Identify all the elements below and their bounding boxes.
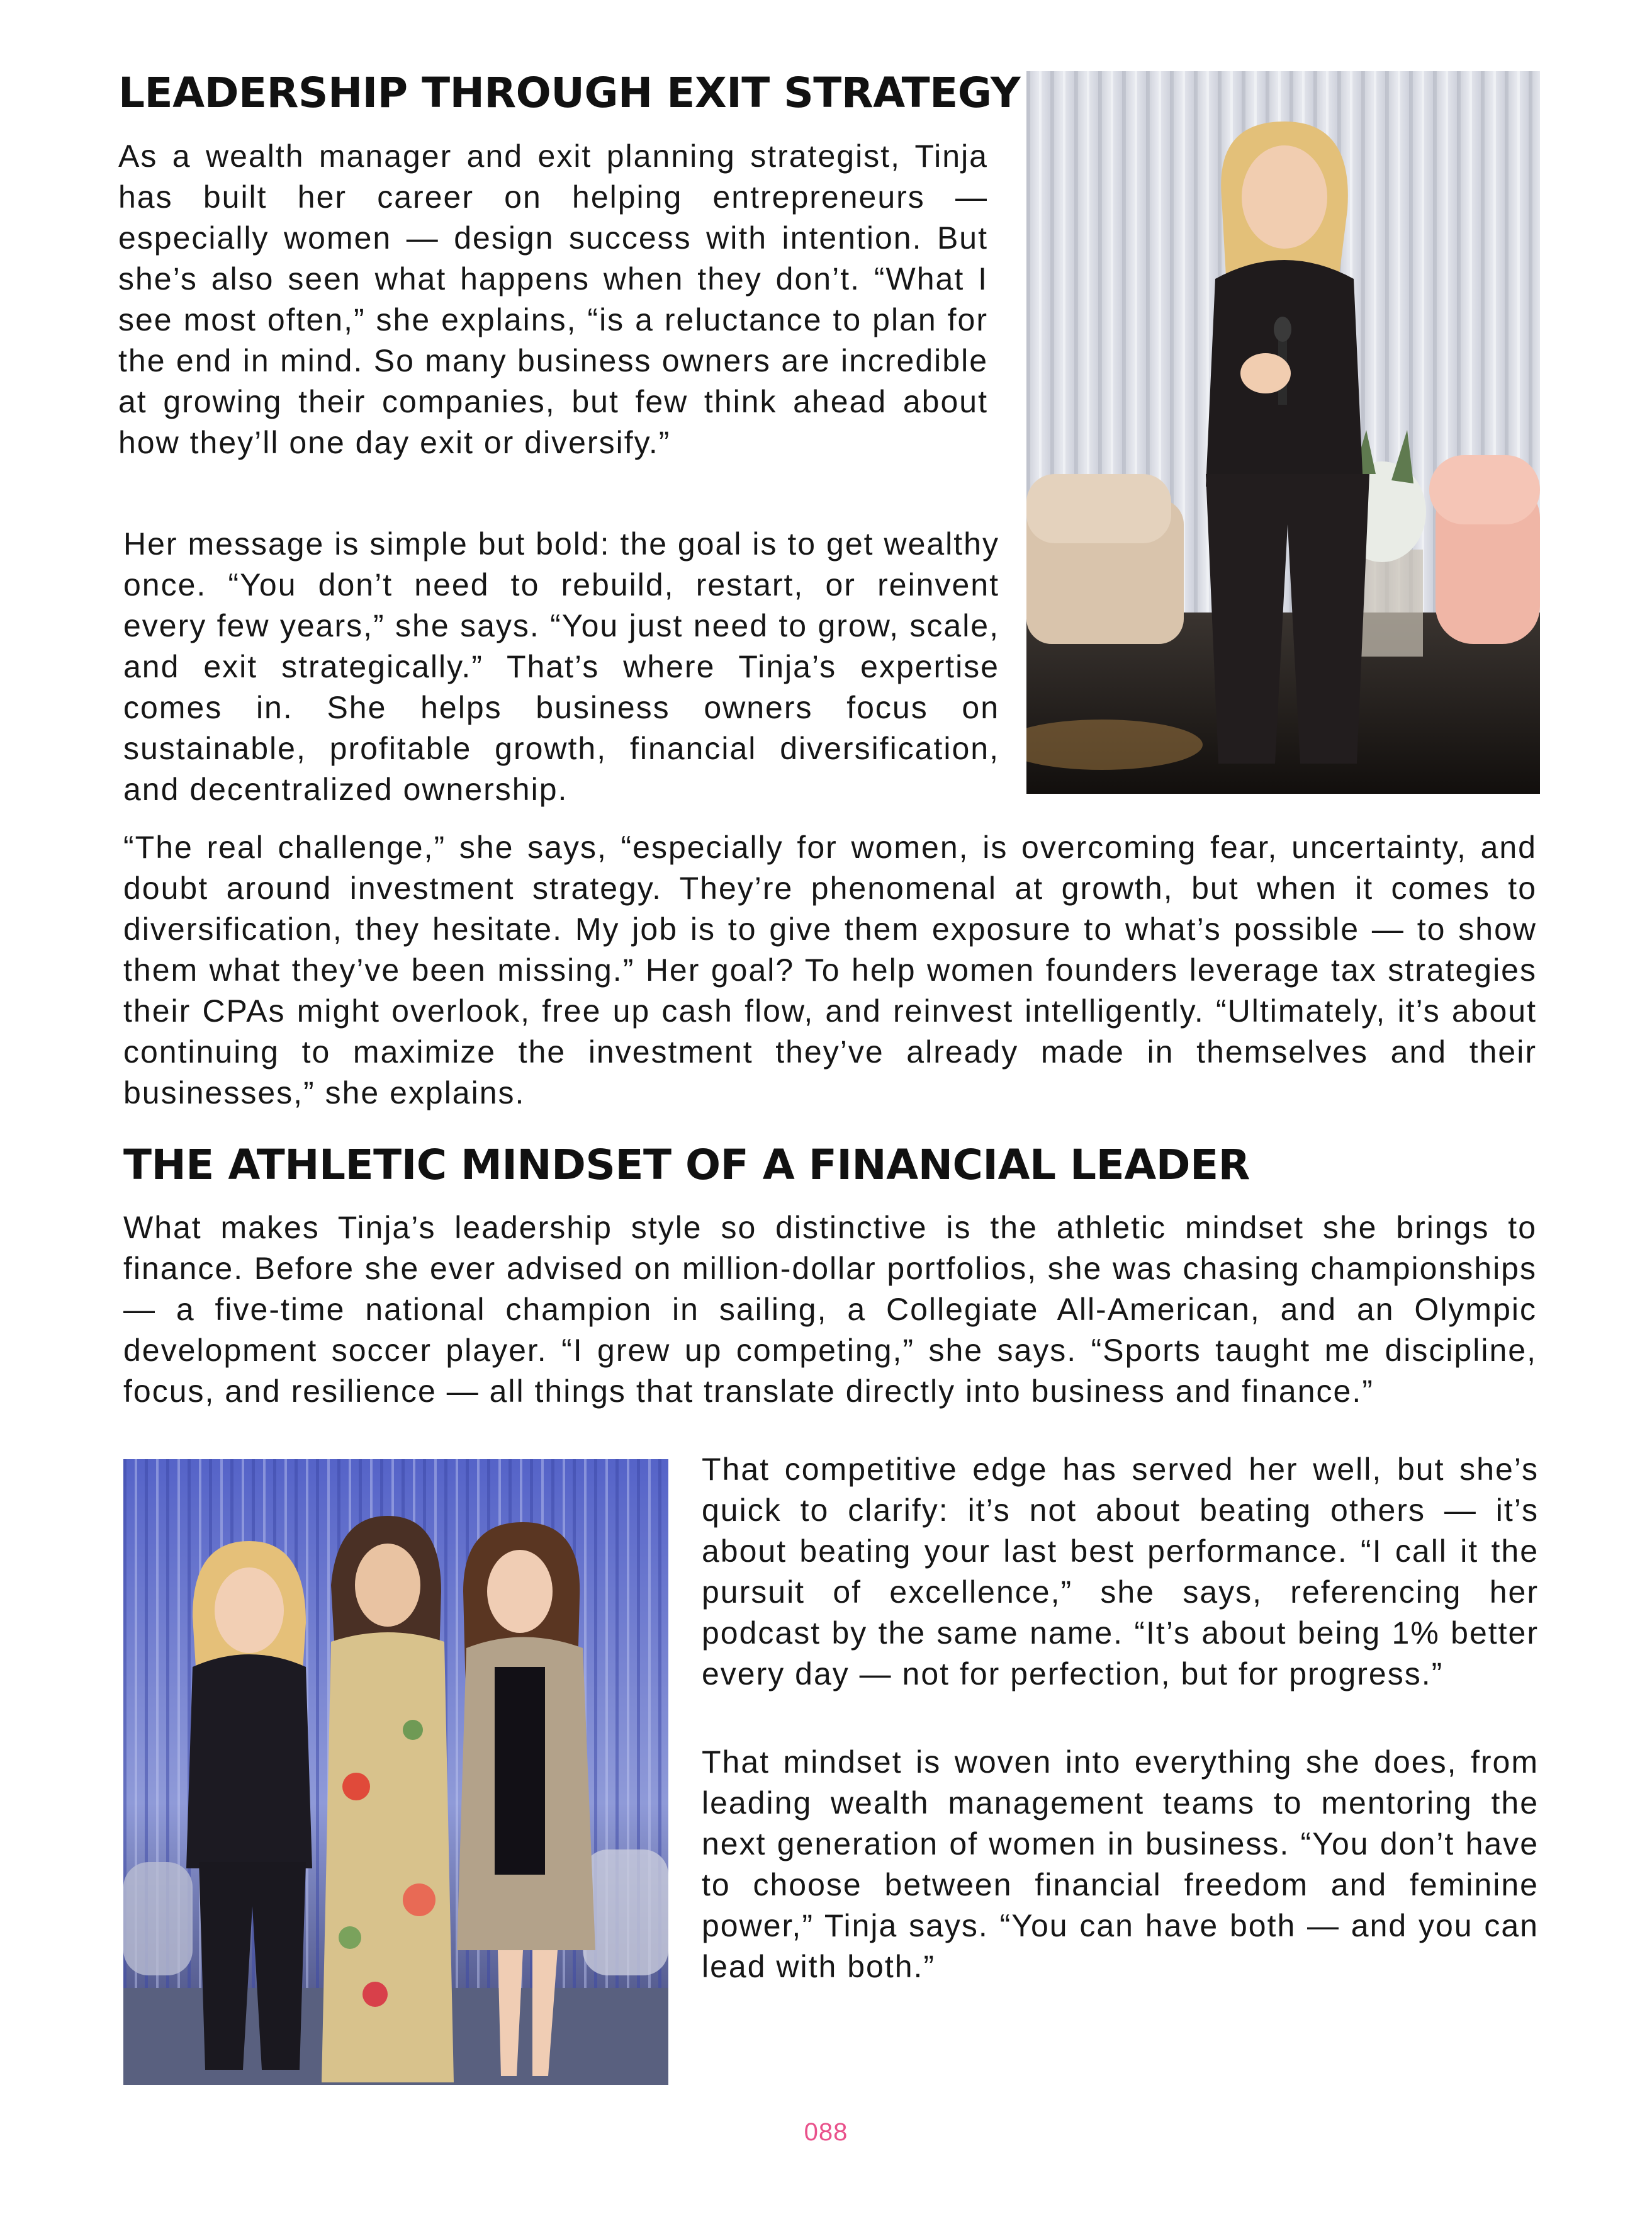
body-paragraph: As a wealth manager and exit planning strategist, Tinja has built her career on helping entrepreneurs — especially women — design success with intention. But she’s also seen what happens when they don’t. “What I see most often,” she explains, “is a reluctance to plan for the end in mind. So many business owners are incredible at growing their companies, but few think ahead about how they’ll one day exit or diversify.” — [118, 138, 988, 460]
photo-three-women — [123, 1459, 668, 2085]
photo-speaker-on-stage — [1026, 71, 1540, 794]
page-number: 088 — [804, 2118, 848, 2146]
body-paragraph: “The real challenge,” she says, “especially for women, is overcoming fear, uncertainty, and doubt around investment strategy. They’re phenomenal at growth, but when it comes to diversification, they hesitate. My job is to give them exposure to what’s possible — to show them what they’ve been missing.” Her goal? To help women founders leverage tax strategies their CPAs might overlook, free up cash flow, and reinvest intelligently. “Ultimately, it’s about continuing to maximize the investment they’ve already made in themselves and their businesses,” she explains. — [123, 830, 1537, 1110]
body-paragraph: Her message is simple but bold: the goal is to get wealthy once. “You don’t need to rebuild, restart, or reinvent every few years,” she says. “You just need to grow, scale, and exit strategically.” That’s where Tinja’s expertise comes in. She helps business owners focus on sustainable, profitable growth, financial diversification, and decentralized ownership. — [123, 526, 999, 807]
body-paragraph: That mindset is woven into everything she does, from leading wealth management teams to mentoring the next generation of women in business. “You don’t have to choose between financial freedom and feminine power,” Tinja says. “You can have both — and you can lead with both.” — [702, 1744, 1539, 1984]
body-paragraph: That competitive edge has served her well, but she’s quick to clarify: it’s not about beating others — it’s about beating your last best performance. “I call it the pursuit of excellence,” she says, referencing her podcast by the same name. “It’s about being 1% better every day — not for perfection, but for progress.” — [702, 1452, 1539, 1691]
section-heading-exit-strategy: LEADERSHIP THROUGH EXIT STRATEGY — [118, 69, 1021, 117]
section-heading-athletic-mindset: THE ATHLETIC MINDSET OF A FINANCIAL LEADER — [123, 1141, 1250, 1189]
body-paragraph: What makes Tinja’s leadership style so distinctive is the athletic mindset she brings to finance. Before she ever advised on million-dollar portfolios, she was chasing championships — a five-time national champion in sailing, a Collegiate All-American, and an Olympic development soccer player. “I grew up competing,” she says. “Sports taught me discipline, focus, and resilience — all things that translate directly into business and finance.” — [123, 1210, 1537, 1409]
